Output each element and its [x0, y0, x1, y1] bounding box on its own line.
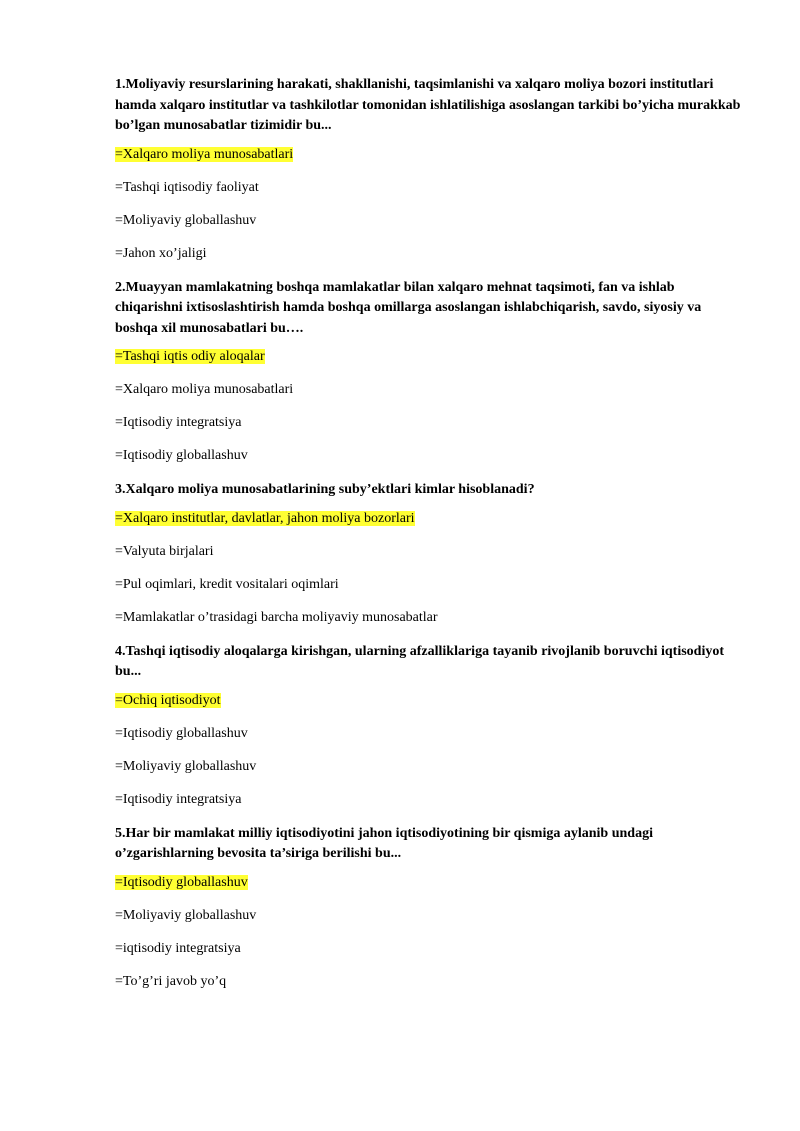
- answer-text: =Xalqaro moliya munosabatlari: [115, 382, 294, 397]
- answer-text: =Moliyaviy globallashuv: [115, 212, 257, 228]
- answer-text: =Iqtisodiy integratsiya: [115, 415, 242, 430]
- answer-option: [115, 973, 745, 991]
- question-list: [115, 75, 745, 1006]
- answer-option: [115, 179, 745, 197]
- answer-text: =iqtisodiy integratsiya: [115, 940, 241, 956]
- answer-option-correct: [115, 874, 745, 892]
- answer-text: =Mamlakatlar o’trasidagi barcha moliyaviy munosabatlar: [115, 609, 438, 625]
- answer-option: [115, 245, 745, 263]
- answer-option: [115, 791, 745, 809]
- highlighted-answer: =Ochiq iqtisodiyot: [115, 692, 221, 708]
- answer-text: =To’g’ri javob yo’q: [115, 973, 227, 989]
- highlighted-answer: =Xalqaro institutlar, davlatlar, jahon moliya bozorlari: [115, 510, 415, 526]
- answer-option: [115, 576, 745, 594]
- answer-option: [115, 447, 745, 465]
- answer-option: [115, 907, 745, 925]
- question-1: [115, 75, 745, 263]
- highlighted-answer: =Iqtisodiy globallashuv: [115, 874, 248, 890]
- highlighted-answer: =Xalqaro moliya munosabatlari: [115, 146, 294, 162]
- question-text: 5.Har bir mamlakat milliy iqtisodiyotini jahon iqtisodiyotining bir qismiga aylanib undagi o’zgarishlarning bevosita ta’siriga berilishi bu...: [115, 825, 653, 861]
- question-3: [115, 480, 745, 627]
- answer-option-correct: [115, 692, 745, 710]
- question-4: [115, 642, 745, 809]
- question-text: 4.Tashqi iqtisodiy aloqalarga kirishgan, ularning afzalliklariga tayanib rivojlanib boruvchi iqtisodiyot bu...: [115, 643, 724, 679]
- question-text: 1.Moliyaviy resurslarining harakati, shakllanishi, taqsimlanishi va xalqaro moliya bozori institutlari hamda xalqaro institutlar va tashkilotlar tomonidan ishlatilishiga asoslangan tarkibi bo’yicha murakkab bo’lgan munosabatlar tizimidir bu...: [115, 77, 741, 133]
- answer-option: [115, 414, 745, 432]
- highlighted-answer: =Tashqi iqtis odiy aloqalar: [115, 349, 265, 364]
- answer-option: [115, 381, 745, 399]
- answer-option: [115, 758, 745, 776]
- answer-text: =Moliyaviy globallashuv: [115, 758, 257, 774]
- answer-text: =Tashqi iqtisodiy faoliyat: [115, 179, 259, 195]
- answer-option-correct: [115, 510, 745, 528]
- answer-option: [115, 609, 745, 627]
- answer-option: [115, 725, 745, 743]
- answer-option-correct: [115, 348, 745, 366]
- answer-text: =Iqtisodiy integratsiya: [115, 791, 242, 807]
- question-text: 2.Muayyan mamlakatning boshqa mamlakatlar bilan xalqaro mehnat taqsimoti, fan va ishlab chiqarishni ixtisoslashtirish hamda boshqa omillarga asoslangan ishlabchiqarish, savdo, siyosiy va boshqa xil munosabatlari bu….: [115, 279, 702, 336]
- answer-text: =Pul oqimlari, kredit vositalari oqimlari: [115, 576, 339, 592]
- question-2: [115, 278, 745, 466]
- answer-option: [115, 212, 745, 230]
- answer-text: =Iqtisodiy globallashuv: [115, 448, 248, 463]
- question-5: [115, 824, 745, 991]
- answer-text: =Iqtisodiy globallashuv: [115, 725, 248, 741]
- answer-option-correct: [115, 146, 745, 164]
- answer-option: [115, 940, 745, 958]
- answer-text: =Valyuta birjalari: [115, 543, 214, 559]
- answer-text: =Jahon xo’jaligi: [115, 245, 207, 261]
- question-text: 3.Xalqaro moliya munosabatlarining suby’ektlari kimlar hisoblanadi?: [115, 482, 535, 497]
- answer-option: [115, 543, 745, 561]
- answer-text: =Moliyaviy globallashuv: [115, 907, 257, 923]
